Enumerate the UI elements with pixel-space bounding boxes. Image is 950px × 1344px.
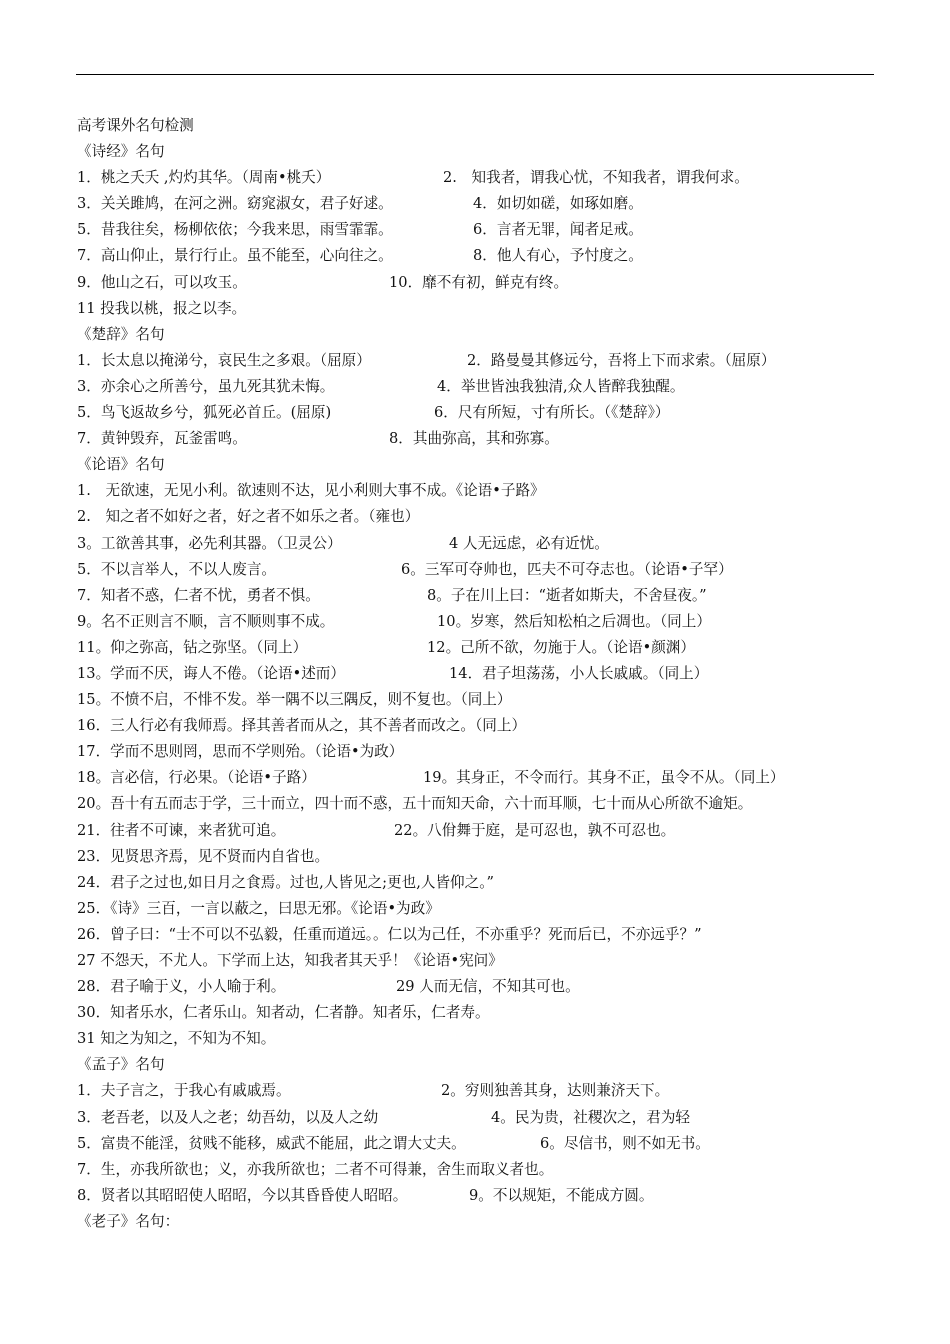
quote-line <box>77 687 877 713</box>
quote-line <box>77 609 877 635</box>
quote: 3。工欲善其事，必先利其器。（卫灵公） <box>77 534 342 552</box>
quote: 10．靡不有初，鲜克有终。 <box>389 273 569 291</box>
quote: 4．举世皆浊我独清,众人皆醉我独醒。 <box>437 377 685 395</box>
quote: 21．往者不可谏，来者犹可追。 <box>77 821 286 839</box>
quote-line <box>77 1026 877 1052</box>
quote: 6。三军可夺帅也，匹夫不可夺志也。（论语•子罕） <box>401 560 733 578</box>
quote: 8．其曲弥高，其和弥寡。 <box>389 430 559 448</box>
quote: 25．《诗》三百，一言以蔽之，曰思无邪。《论语•为政》 <box>77 899 440 917</box>
quote: 9。名不正则言不顺，言不顺则事不成。 <box>77 612 335 630</box>
quote: 2。穷则独善其身，达则兼济天下。 <box>441 1082 670 1100</box>
quote-line <box>77 791 877 817</box>
quote-line <box>77 896 877 922</box>
quote: 3．亦余心之所善兮，虽九死其犹未悔。 <box>77 377 335 395</box>
quote: 6。尽信书，则不如无书。 <box>540 1134 710 1152</box>
quote: 7．高山仰止，景行行止。虽不能至，心向往之。 <box>77 247 393 265</box>
quote: 2. 知之者不如好之者，好之者不如乐之者。（雍也） <box>77 508 420 526</box>
quote: 19。其身正，不令而行。其身不正，虽令不从。（同上） <box>423 769 785 787</box>
quote-line <box>77 1157 877 1183</box>
quote: 5．鸟飞返故乡兮，狐死必首丘。(屈原) <box>77 404 332 422</box>
quote-line <box>77 739 877 765</box>
quote: 2. 知我者，谓我心忧，不知我者，谓我何求。 <box>443 169 749 187</box>
quote: 29 人而无信，不知其可也。 <box>396 978 580 996</box>
quote: 6．言者无罪，闻者足戒。 <box>473 221 643 239</box>
quote: 11 投我以桃，报之以李。 <box>77 299 247 317</box>
quote-line <box>77 270 877 296</box>
quote: 8．他人有心，予忖度之。 <box>473 247 643 265</box>
quote: 5．不以言举人，不以人废言。 <box>77 560 277 578</box>
quote: 30．知者乐水，仁者乐山。知者动，仁者静。知者乐，仁者寿。 <box>77 1004 490 1022</box>
quote: 4。民为贵，社稷次之，君为轻 <box>491 1108 691 1126</box>
document-title: 高考课外名句检测 <box>77 117 194 134</box>
quote-line <box>77 191 877 217</box>
quote: 17．学而不思则罔，思而不学则殆。（论语•为政） <box>77 743 404 761</box>
quote: 27 不怨天，不尤人。下学而上达，知我者其天乎！《论语•宪问》 <box>77 952 503 969</box>
quote: 13。学而不厌，诲人不倦。（论语•述而） <box>77 664 345 682</box>
quote-line <box>77 531 877 557</box>
quote-line <box>77 374 877 400</box>
quote-line <box>77 765 877 791</box>
quote-line <box>77 296 877 322</box>
quote: 8．贤者以其昭昭使人昭昭，今以其昏昏使人昭昭。 <box>77 1186 408 1204</box>
quote-line <box>77 583 877 609</box>
quote: 12。己所不欲，勿施于人。（论语•颜渊） <box>427 638 695 656</box>
section-heading-lunyu: 《论语》名句 <box>77 456 165 474</box>
quote: 1．长太息以掩涕兮，哀民生之多艰。（屈原） <box>77 351 371 369</box>
quote-line <box>77 922 877 948</box>
quote-line <box>77 557 877 583</box>
quote: 7．黄钟毁弃，瓦釜雷鸣。 <box>77 430 247 448</box>
quote-line <box>77 844 877 870</box>
quote: 3．老吾老，以及人之老；幼吾幼，以及人之幼 <box>77 1108 379 1126</box>
quote: 22。八佾舞于庭，是可忍也，孰不可忍也。 <box>394 821 676 839</box>
quote: 1. 无欲速，无见小利。欲速则不达，见小利则大事不成。《论语•子路》 <box>77 482 545 500</box>
quote: 31 知之为知之，不知为不知。 <box>77 1030 276 1048</box>
quote: 8。子在川上曰：“逝者如斯夫，不舍昼夜。” <box>427 586 707 604</box>
quote: 11。仰之弥高，钻之弥坚。（同上） <box>77 638 308 656</box>
quote-line <box>77 1000 877 1026</box>
quote: 7．知者不惑，仁者不忧，勇者不惧。 <box>77 586 320 604</box>
quote-line <box>77 504 877 530</box>
quote: 16．三人行必有我师焉。择其善者而从之，其不善者而改之。（同上） <box>77 717 527 735</box>
quote-line <box>77 661 877 687</box>
quote-line <box>77 1131 877 1157</box>
quote-line <box>77 870 877 896</box>
quote: 2．路曼曼其修远兮，吾将上下而求索。（屈原） <box>467 351 776 369</box>
quote: 5．富贵不能淫，贫贱不能移，威武不能屈，此之谓大丈夫。 <box>77 1134 466 1152</box>
quote-line <box>77 974 877 1000</box>
quote: 28．君子喻于义，小人喻于利。 <box>77 978 286 996</box>
quote: 5．昔我往矣，杨柳依依；今我来思，雨雪霏霏。 <box>77 221 393 239</box>
quote: 4 人无远虑，必有近忧。 <box>449 534 609 552</box>
header-rule <box>76 74 874 75</box>
quote: 1．夫子言之，于我心有戚戚焉。 <box>77 1082 291 1100</box>
document-body <box>77 113 877 1235</box>
quote: 20。吾十有五而志于学，三十而立，四十而不惑，五十而知天命，六十而耳顺，七十而从心所欲不逾矩。 <box>77 795 753 813</box>
quote: 10。岁寒，然后知松柏之后凋也。（同上） <box>437 612 711 630</box>
quote-line <box>77 1078 877 1104</box>
quote: 9。不以规矩，不能成方圆。 <box>469 1186 654 1204</box>
quote-line <box>77 1183 877 1209</box>
quote-line <box>77 400 877 426</box>
quote-line <box>77 713 877 739</box>
quote: 7．生，亦我所欲也；义，亦我所欲也；二者不可得兼，舍生而取义者也。 <box>77 1160 554 1178</box>
quote: 23．见贤思齐焉，见不贤而内自省也。 <box>77 847 330 865</box>
quote-line <box>77 426 877 452</box>
quote: 26．曾子曰：“士不可以不弘毅，任重而道远。。仁以为己任，不亦重乎？死而后已，不亦远乎？” <box>77 925 702 943</box>
quote-line <box>77 635 877 661</box>
quote: 4．如切如磋，如琢如磨。 <box>473 195 643 213</box>
quote-line <box>77 478 877 504</box>
section-heading-mengzi: 《孟子》名句 <box>77 1056 165 1074</box>
quote-line <box>77 348 877 374</box>
section-heading-chuci: 《楚辞》名句 <box>77 325 165 343</box>
quote-line <box>77 818 877 844</box>
quote-line <box>77 165 877 191</box>
quote: 14．君子坦荡荡，小人长戚戚。（同上） <box>449 664 709 682</box>
quote-line <box>77 243 877 269</box>
section-heading-laozi: 《老子》名句： <box>77 1212 180 1230</box>
quote: 18。言必信，行必果。（论语•子路） <box>77 769 316 787</box>
quote: 3．关关雎鸠，在河之洲。窈窕淑女，君子好逑。 <box>77 195 393 213</box>
quote-line <box>77 948 877 974</box>
section-heading-shijing: 《诗经》名句 <box>77 143 165 161</box>
quote: 24．君子之过也,如日月之食焉。过也,人皆见之;更也,人皆仰之。” <box>77 873 495 891</box>
quote: 1．桃之夭夭 ,灼灼其华。（周南•桃夭） <box>77 169 331 187</box>
quote: 6．尺有所短，寸有所长。（《楚辞》） <box>434 404 670 422</box>
quote: 9．他山之石，可以攻玉。 <box>77 273 247 291</box>
quote-line <box>77 217 877 243</box>
quote-line <box>77 1105 877 1131</box>
quote: 15。不愤不启，不悱不发。举一隅不以三隅反，则不复也。（同上） <box>77 691 512 709</box>
